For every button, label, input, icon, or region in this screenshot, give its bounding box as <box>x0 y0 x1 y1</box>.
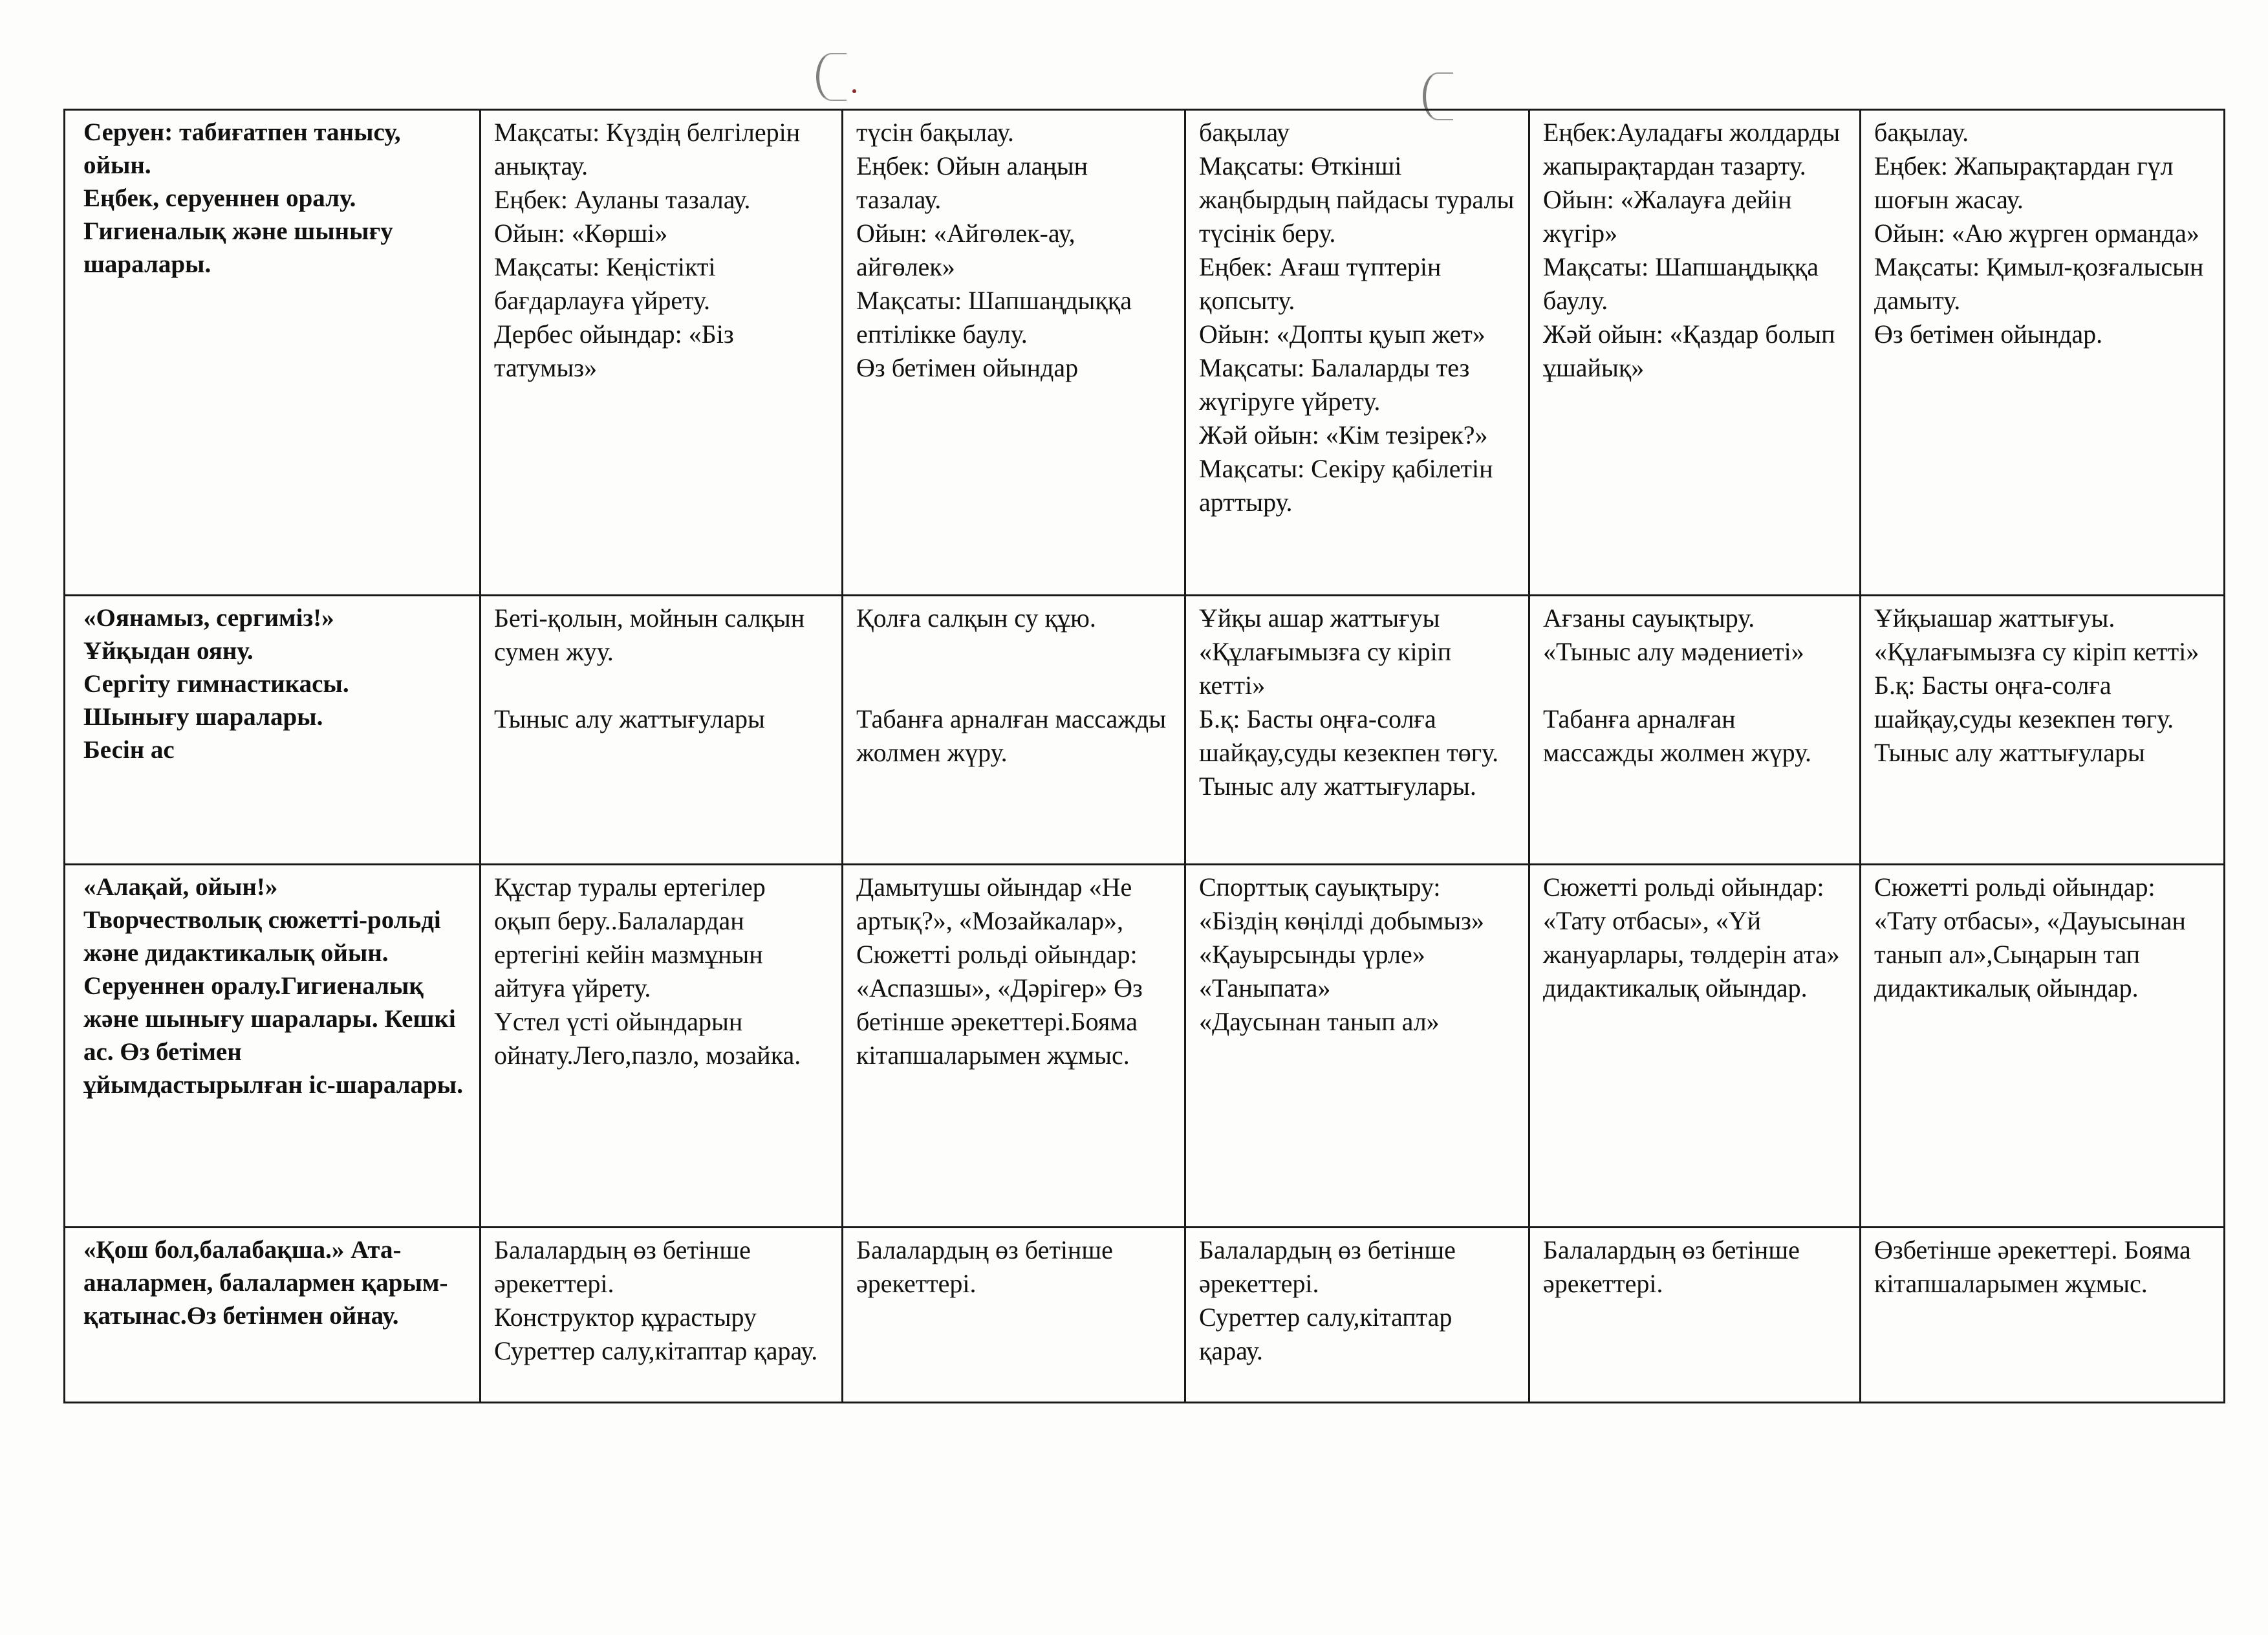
activity-cell-goodbye: «Қош бол,балабақша.» Ата-аналармен, балалармен қарым-қатынас.Өз бетінмен ойнау. <box>65 1228 481 1403</box>
day-cell-1: Беті-қолын, мойнын салқын сумен жуу. Тыныс алу жаттығулары <box>481 596 843 865</box>
table-row <box>65 1228 2225 1403</box>
table-row <box>65 110 2225 596</box>
day-cell-5: бақылау. Еңбек: Жапырақтардан гүл шоғын жасау. Ойын: «Аю жүрген орманда» Мақсаты: Қимыл-қозғалысын дамыту. Өз бетімен ойындар. <box>1861 110 2225 596</box>
activity-cell-wakeup: «Оянамыз, сергиміз!» Ұйқыдан ояну. Сергіту гимнастикасы. Шынығу шаралары. Бесін ас <box>65 596 481 865</box>
day-cell-4: Балалардың өз бетінше әрекеттері. <box>1529 1228 1861 1403</box>
daily-plan-table <box>63 109 2225 1403</box>
day-cell-1: Мақсаты: Күздің белгілерін анықтау. Еңбек: Ауланы тазалау. Ойын: «Көрші» Мақсаты: Кеңістікті бағдарлауға үйрету. Дербес ойындар: «Біз татумыз» <box>481 110 843 596</box>
day-cell-2: түсін бақылау. Еңбек: Ойын алаңын тазалау. Ойын: «Айгөлек-ау, айгөлек» Мақсаты: Шапшаңдыққа ептілікке баулу. Өз бетімен ойындар <box>843 110 1185 596</box>
day-cell-4: Сюжетті рольді ойындар: «Тату отбасы», «Үй жануарлары, төлдерін ата» дидактикалық ойындар. <box>1529 865 1861 1228</box>
activity-cell-walk: Серуен: табиғатпен танысу, ойын. Еңбек, серуеннен оралу. Гигиеналық және шынығу шаралары. <box>65 110 481 596</box>
day-cell-3: бақылау Мақсаты: Өткінші жаңбырдың пайдасы туралы түсінік беру. Еңбек: Ағаш түптерін қопсыту. Ойын: «Допты қуып жет» Мақсаты: Балаларды тез жүгіруге үйрету. Жәй ойын: «Кім тезірек?» Мақсаты: Секіру қабілетін арттыру. <box>1185 110 1529 596</box>
table-row <box>65 865 2225 1228</box>
day-cell-5: Өзбетінше әрекеттері. Бояма кітапшаларымен жұмыс. <box>1861 1228 2225 1403</box>
activity-cell-games: «Алақай, ойын!» Творчестволық сюжетті-рольді және дидактикалық ойын. Серуеннен оралу.Гигиеналық және шынығу шаралары. Кешкі ас. Өз бетімен ұйымдастырылған іс-шаралары. <box>65 865 481 1228</box>
table-row <box>65 596 2225 865</box>
day-cell-3: Балалардың өз бетінше әрекеттері. Суреттер салу,кітаптар қарау. <box>1185 1228 1529 1403</box>
day-cell-1: Балалардың өз бетінше әрекеттері. Конструктор құрастыру Суреттер салу,кітаптар қарау. <box>481 1228 843 1403</box>
day-cell-3: Ұйқы ашар жаттығуы «Құлағымызға су кіріп кетті» Б.қ: Басты оңға-солға шайқау,суды кезекпен төгу. Тыныс алу жаттығулары. <box>1185 596 1529 865</box>
day-cell-4: Ағзаны сауықтыру. «Тыныс алу мәдениеті» Табанға арналған массажды жолмен жүру. <box>1529 596 1861 865</box>
day-cell-5: Сюжетті рольді ойындар: «Тату отбасы», «Дауысынан танып ал»,Сыңарын тап дидактикалық ойындар. <box>1861 865 2225 1228</box>
day-cell-2: Балалардың өз бетінше әрекеттері. <box>843 1228 1185 1403</box>
day-cell-2: Қолға салқын су құю. Табанға арналған массажды жолмен жүру. <box>843 596 1185 865</box>
day-cell-3: Спорттық сауықтыру: «Біздің көңілді добымыз» «Қауырсынды үрле» «Таныпата» «Даусынан танып ал» <box>1185 865 1529 1228</box>
ink-dot <box>852 89 856 93</box>
day-cell-4: Еңбек:Ауладағы жолдарды жапырақтардан тазарту. Ойын: «Жалауға дейін жүгір» Мақсаты: Шапшаңдыққа баулу. Жәй ойын: «Қаздар болып ұшайық» <box>1529 110 1861 596</box>
day-cell-1: Құстар туралы ертегілер оқып беру..Балалардан ертегіні кейін мазмұнын айтуға үйрету. Үстел үсті ойындарын ойнату.Лего,пазло, мозайка. <box>481 865 843 1228</box>
day-cell-5: Ұйқыашар жаттығуы. «Құлағымызға су кіріп кетті» Б.қ: Басты оңға-солға шайқау,суды кезекпен төгу. Тыныс алу жаттығулары <box>1861 596 2225 865</box>
binder-hole-left <box>816 53 847 101</box>
day-cell-2: Дамытушы ойындар «Не артық?», «Мозайкалар», Сюжетті рольді ойындар: «Аспазшы», «Дәрігер» Өз бетінше әрекеттері.Бояма кітапшаларымен жұмыс. <box>843 865 1185 1228</box>
